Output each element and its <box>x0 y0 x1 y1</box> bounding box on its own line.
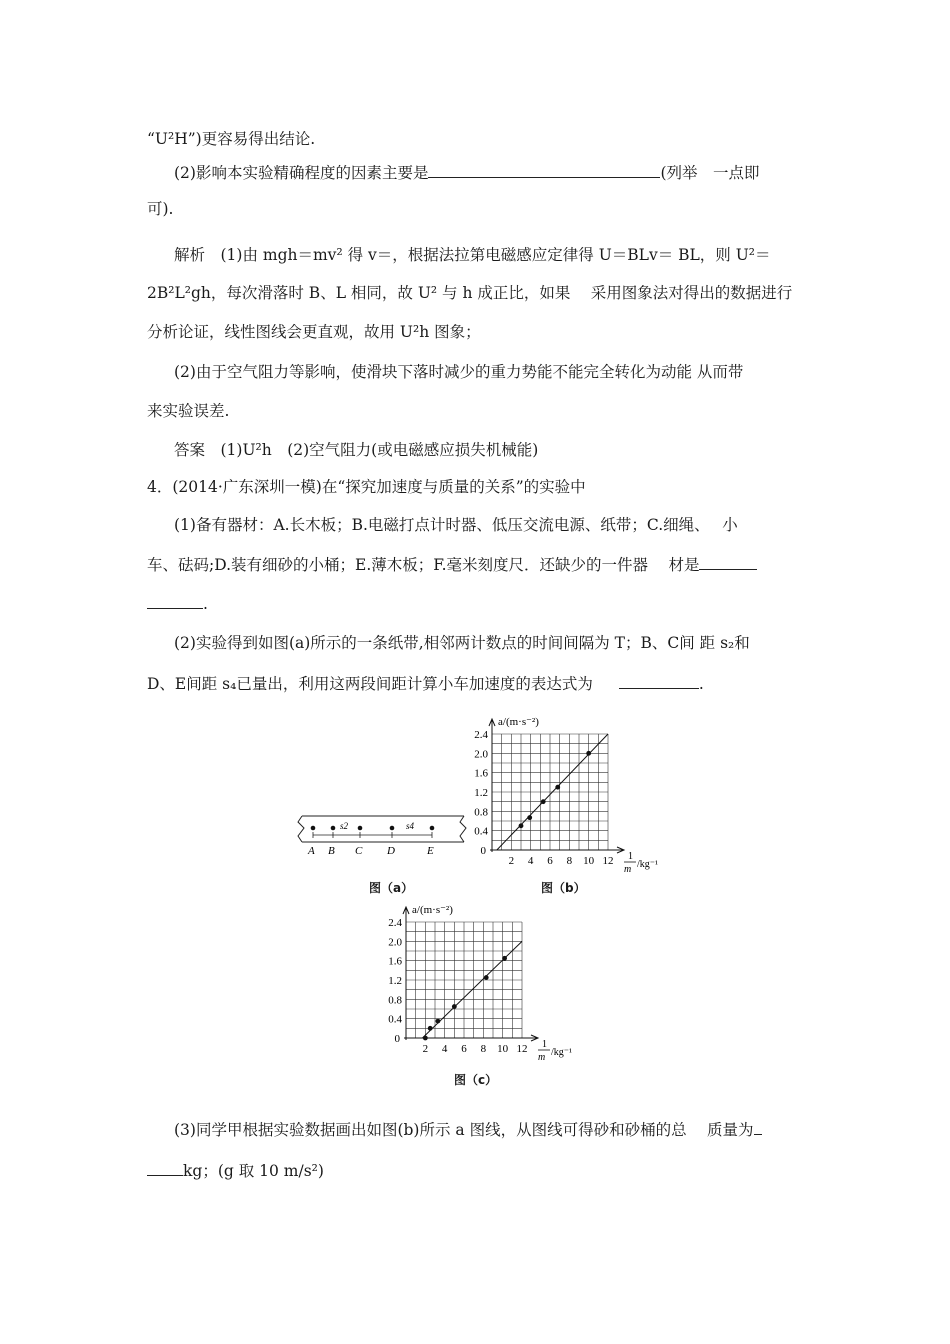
grid <box>406 922 522 1038</box>
question-4-2-line-2 <box>147 674 704 694</box>
chart-b <box>462 708 662 878</box>
tape-outline <box>298 816 466 842</box>
solution-line-4: (2)由于空气阻力等影响，使滑块下落时减少的重力势能不能完全转化为动能 从而带 <box>174 363 744 381</box>
x-tick-label: 6 <box>461 1043 467 1055</box>
data-point-4 <box>555 785 560 790</box>
origin-label: 0 <box>394 1033 400 1045</box>
x-axis-label <box>624 851 658 875</box>
y-tick-label: 0.8 <box>388 994 402 1007</box>
y-tick-label: 0.8 <box>474 806 488 819</box>
x-tick-label: 10 <box>583 855 595 867</box>
tape-dot-B <box>331 826 336 831</box>
y-tick-label: 2.0 <box>474 748 488 761</box>
gap-label-s4: s4 <box>406 821 415 831</box>
point-label-D: D <box>387 845 395 857</box>
y-tick-label: 1.6 <box>388 955 402 968</box>
x-label-unit: /kg⁻¹ <box>637 859 659 870</box>
x-tick-label: 12 <box>516 1043 528 1055</box>
origin-label: 0 <box>480 845 486 857</box>
question-4-2-text: D、E间距 s₄已量出，利用这两段间距计算小车加速度的表达式为 <box>147 675 593 693</box>
x-label-unit: /kg⁻¹ <box>551 1047 573 1058</box>
text-line-2 <box>174 163 760 183</box>
data-point-5 <box>586 751 591 756</box>
caption-a: 图（a） <box>369 881 414 895</box>
x-tick-label: 4 <box>527 855 534 867</box>
question-4-1-line-1: (1)备有器材：A.长木板；B.电磁打点计时器、低压交流电源、纸带；C.细绳、 小 <box>174 516 738 534</box>
y-tick-label: 1.2 <box>474 787 488 799</box>
y-axis-label: a/(m·s⁻²) <box>412 904 453 916</box>
question-4-2-line-1: (2)实验得到如图(a)所示的一条纸带,相邻两计数点的时间间隔为 T；B、C间 距 s₂和 <box>174 634 750 652</box>
data-point-1 <box>519 823 524 828</box>
answer-line: 答案 (1)U²h (2)空气阻力(或电磁感应损失机械能) <box>174 441 539 459</box>
x-tick-label: 8 <box>566 855 573 867</box>
x-tick-label: 6 <box>547 855 553 867</box>
solution-line-5: 来实验误差. <box>147 402 230 420</box>
y-tick-label: 1.6 <box>474 767 488 780</box>
y-tick-label: 0.4 <box>474 825 488 838</box>
gap-label-s2: s2 <box>340 821 349 831</box>
data-point-5 <box>484 975 489 980</box>
text-line-1: “U²H”)更容易得出结论. <box>147 130 316 148</box>
x-label-denominator: m <box>538 1052 546 1063</box>
tape-dot-C <box>358 826 363 831</box>
x-label-numerator: 1 <box>542 1039 547 1050</box>
question-4-3-text: (3)同学甲根据实验数据画出如图(b)所示 a 图线，从图线可得砂和砂桶的总 质量为 <box>174 1121 754 1139</box>
data-point-2 <box>428 1026 433 1031</box>
x-tick-label: 10 <box>497 1043 509 1055</box>
chart-c <box>370 896 580 1068</box>
answer-blank-4-3b[interactable] <box>147 1161 183 1176</box>
question-4-title: 4．(2014·广东深圳一模)在“探究加速度与质量的关系”的实验中 <box>147 478 586 496</box>
answer-blank-4-2[interactable] <box>619 674 699 689</box>
y-tick-label: 2.4 <box>474 729 488 741</box>
tape-dot-A <box>311 826 316 831</box>
point-label-A: A <box>308 845 315 857</box>
x-axis-label <box>538 1039 572 1063</box>
question-4-3-line-1 <box>174 1120 762 1140</box>
question-4-1-line-3 <box>147 594 208 614</box>
question-4-3-line-2 <box>147 1161 324 1181</box>
period-mark-2: . <box>698 675 704 693</box>
point-label-B: B <box>328 845 335 857</box>
question-4-1-text: 车、砝码;D.装有细砂的小桶；E.薄木板；F.毫米刻度尺．还缺少的一件器 材是 <box>147 556 700 574</box>
x-tick-label: 4 <box>441 1043 448 1055</box>
data-point-3 <box>436 1019 441 1024</box>
point-label-E: E <box>427 845 434 857</box>
answer-blank-2[interactable] <box>428 163 660 178</box>
solution-line-1: 解析 (1)由 mgh＝mv² 得 v＝，根据法拉第电磁感应定律得 U＝BLv＝ BL，则 U²＝ <box>174 246 771 264</box>
tape-dots <box>311 826 435 831</box>
x-tick-label: 8 <box>480 1043 487 1055</box>
question-2-text: (2)影响本实验精确程度的因素主要是 <box>174 164 429 182</box>
answer-blank-4-1b[interactable] <box>147 594 203 609</box>
y-tick-label: 2.0 <box>388 936 402 949</box>
grid <box>492 734 608 850</box>
tape-dimension-marks <box>313 832 432 838</box>
data-point-1 <box>423 1036 428 1041</box>
x-label-numerator: 1 <box>628 851 633 862</box>
data-point-6 <box>502 956 507 961</box>
answer-blank-4-3a[interactable] <box>754 1120 762 1135</box>
period-mark: . <box>203 595 208 613</box>
tape-dot-D <box>390 826 395 831</box>
x-tick-label: 2 <box>422 1043 429 1055</box>
y-tick-label: 1.2 <box>388 975 402 987</box>
y-tick-label: 0.4 <box>388 1013 402 1026</box>
point-label-C: C <box>355 845 363 857</box>
data-point-2 <box>527 815 532 820</box>
question-4-3-suffix: kg；(g 取 10 m/s²) <box>183 1162 324 1180</box>
question-4-1-line-2 <box>147 555 757 575</box>
answer-blank-4-1a[interactable] <box>699 555 757 570</box>
x-label-denominator: m <box>624 864 632 875</box>
tape-figure <box>296 808 468 858</box>
tape-dot-E <box>430 826 435 831</box>
y-axis-label: a/(m·s⁻²) <box>498 716 539 728</box>
caption-c: 图（c） <box>454 1073 498 1087</box>
caption-b: 图（b） <box>541 881 586 895</box>
y-tick-label: 2.4 <box>388 917 402 929</box>
x-tick-label: 12 <box>602 855 614 867</box>
data-point-4 <box>452 1004 457 1009</box>
solution-line-3: 分析论证，线性图线会更直观，故用 U²h 图象； <box>147 323 481 341</box>
x-tick-label: 2 <box>508 855 515 867</box>
text-line-3: 可). <box>147 200 174 218</box>
question-2-suffix: (列举 一点即 <box>660 164 760 182</box>
data-point-3 <box>541 799 546 804</box>
solution-line-2: 2B²L²gh，每次滑落时 B、L 相同，故 U² 与 h 成正比，如果 采用图象法对得出的数据进行 <box>147 284 793 302</box>
